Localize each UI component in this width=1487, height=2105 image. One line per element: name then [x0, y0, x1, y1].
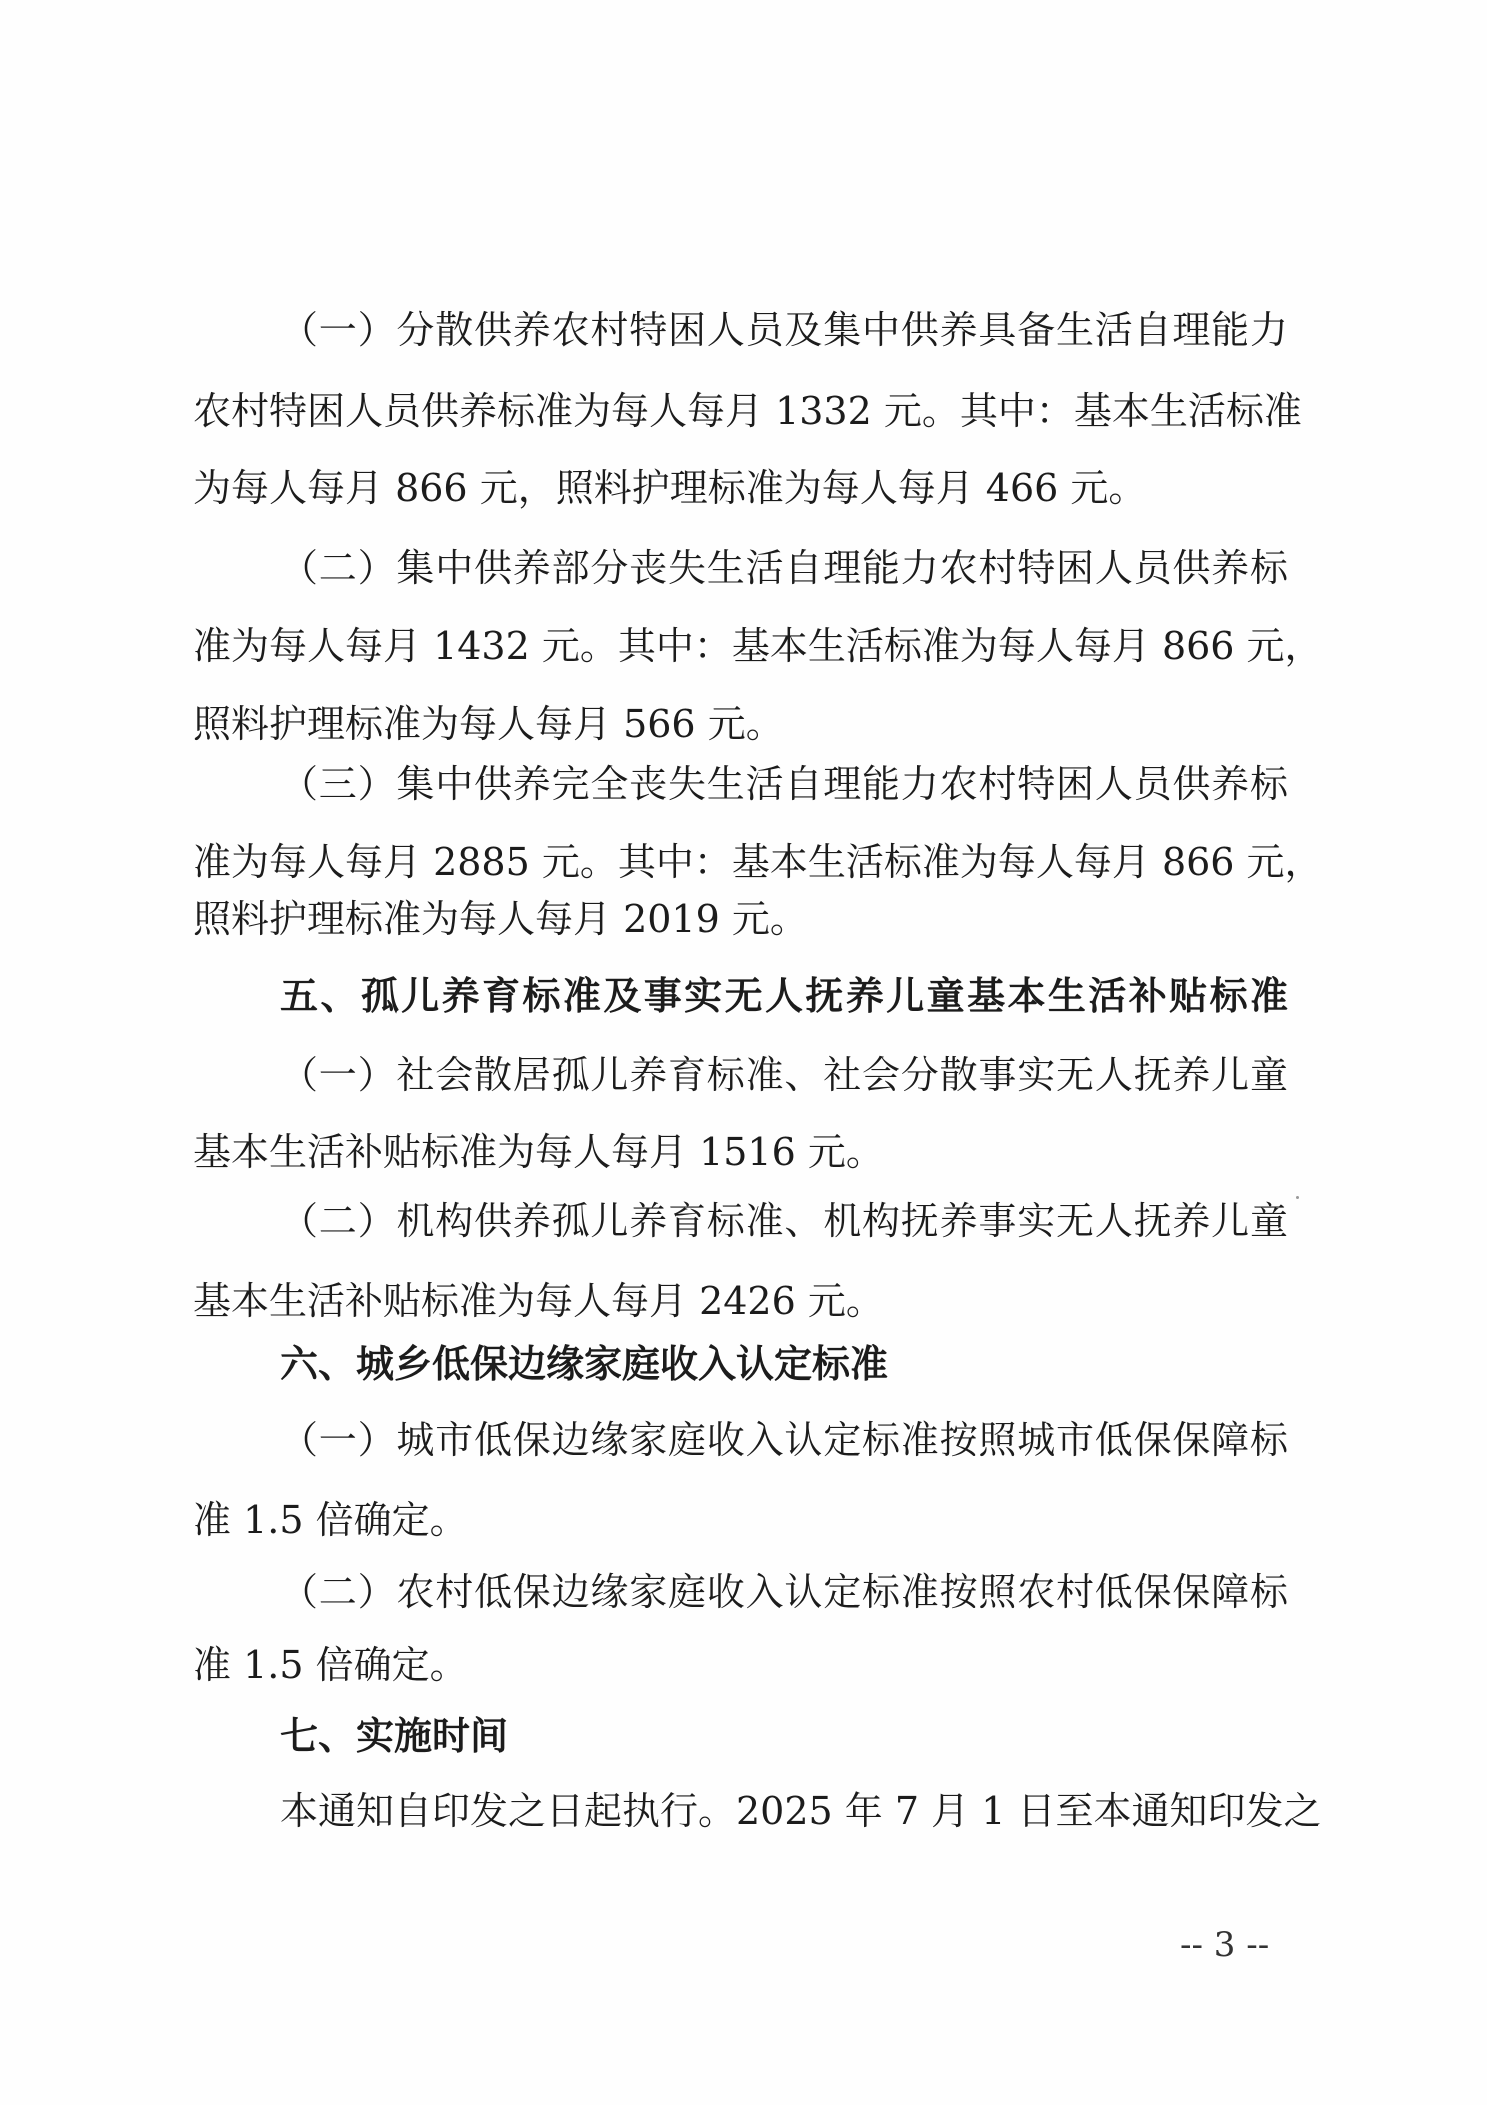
paragraph-line: 基本生活补贴标准为每人每月 2426 元。: [193, 1279, 884, 1323]
section-heading-five: 五、孤儿养育标准及事实无人抚养儿童基本生活补贴标准: [280, 974, 1288, 1018]
paragraph-line: （二）机构供养孤儿养育标准、机构抚养事实无人抚养儿童: [280, 1199, 1288, 1243]
paragraph-line: （二）农村低保边缘家庭收入认定标准按照农村低保保障标: [280, 1570, 1288, 1614]
paragraph-line: 准 1.5 倍确定。: [193, 1643, 468, 1687]
paragraph-line: 准 1.5 倍确定。: [193, 1498, 468, 1542]
scan-speck: [1296, 1196, 1299, 1199]
paragraph-line: 本通知自印发之日起执行。2025 年 7 月 1 日至本通知印发之: [280, 1789, 1322, 1833]
paragraph-line: 基本生活补贴标准为每人每月 1516 元。: [193, 1130, 884, 1174]
paragraph-line: 为每人每月 866 元，照料护理标准为每人每月 466 元。: [193, 466, 1147, 510]
section-heading-seven: 七、实施时间: [280, 1714, 509, 1758]
paragraph-line: 农村特困人员供养标准为每人每月 1332 元。其中：基本生活标准: [193, 389, 1302, 433]
section-heading-six: 六、城乡低保边缘家庭收入认定标准: [280, 1342, 889, 1386]
paragraph-line: （一）社会散居孤儿养育标准、社会分散事实无人抚养儿童: [280, 1053, 1288, 1097]
paragraph-line: （三）集中供养完全丧失生活自理能力农村特困人员供养标: [280, 762, 1288, 806]
paragraph-line: 准为每人每月 2885 元。其中：基本生活标准为每人每月 866 元，: [193, 840, 1323, 884]
paragraph-line: 照料护理标准为每人每月 2019 元。: [193, 897, 808, 941]
page-number: -- 3 --: [1180, 1925, 1270, 1965]
paragraph-line: 照料护理标准为每人每月 566 元。: [193, 702, 784, 746]
paragraph-line: （一）城市低保边缘家庭收入认定标准按照城市低保保障标: [280, 1418, 1288, 1462]
paragraph-line: （一）分散供养农村特困人员及集中供养具备生活自理能力: [280, 308, 1288, 352]
paragraph-line: （二）集中供养部分丧失生活自理能力农村特困人员供养标: [280, 546, 1288, 590]
paragraph-line: 准为每人每月 1432 元。其中：基本生活标准为每人每月 866 元，: [193, 624, 1323, 668]
